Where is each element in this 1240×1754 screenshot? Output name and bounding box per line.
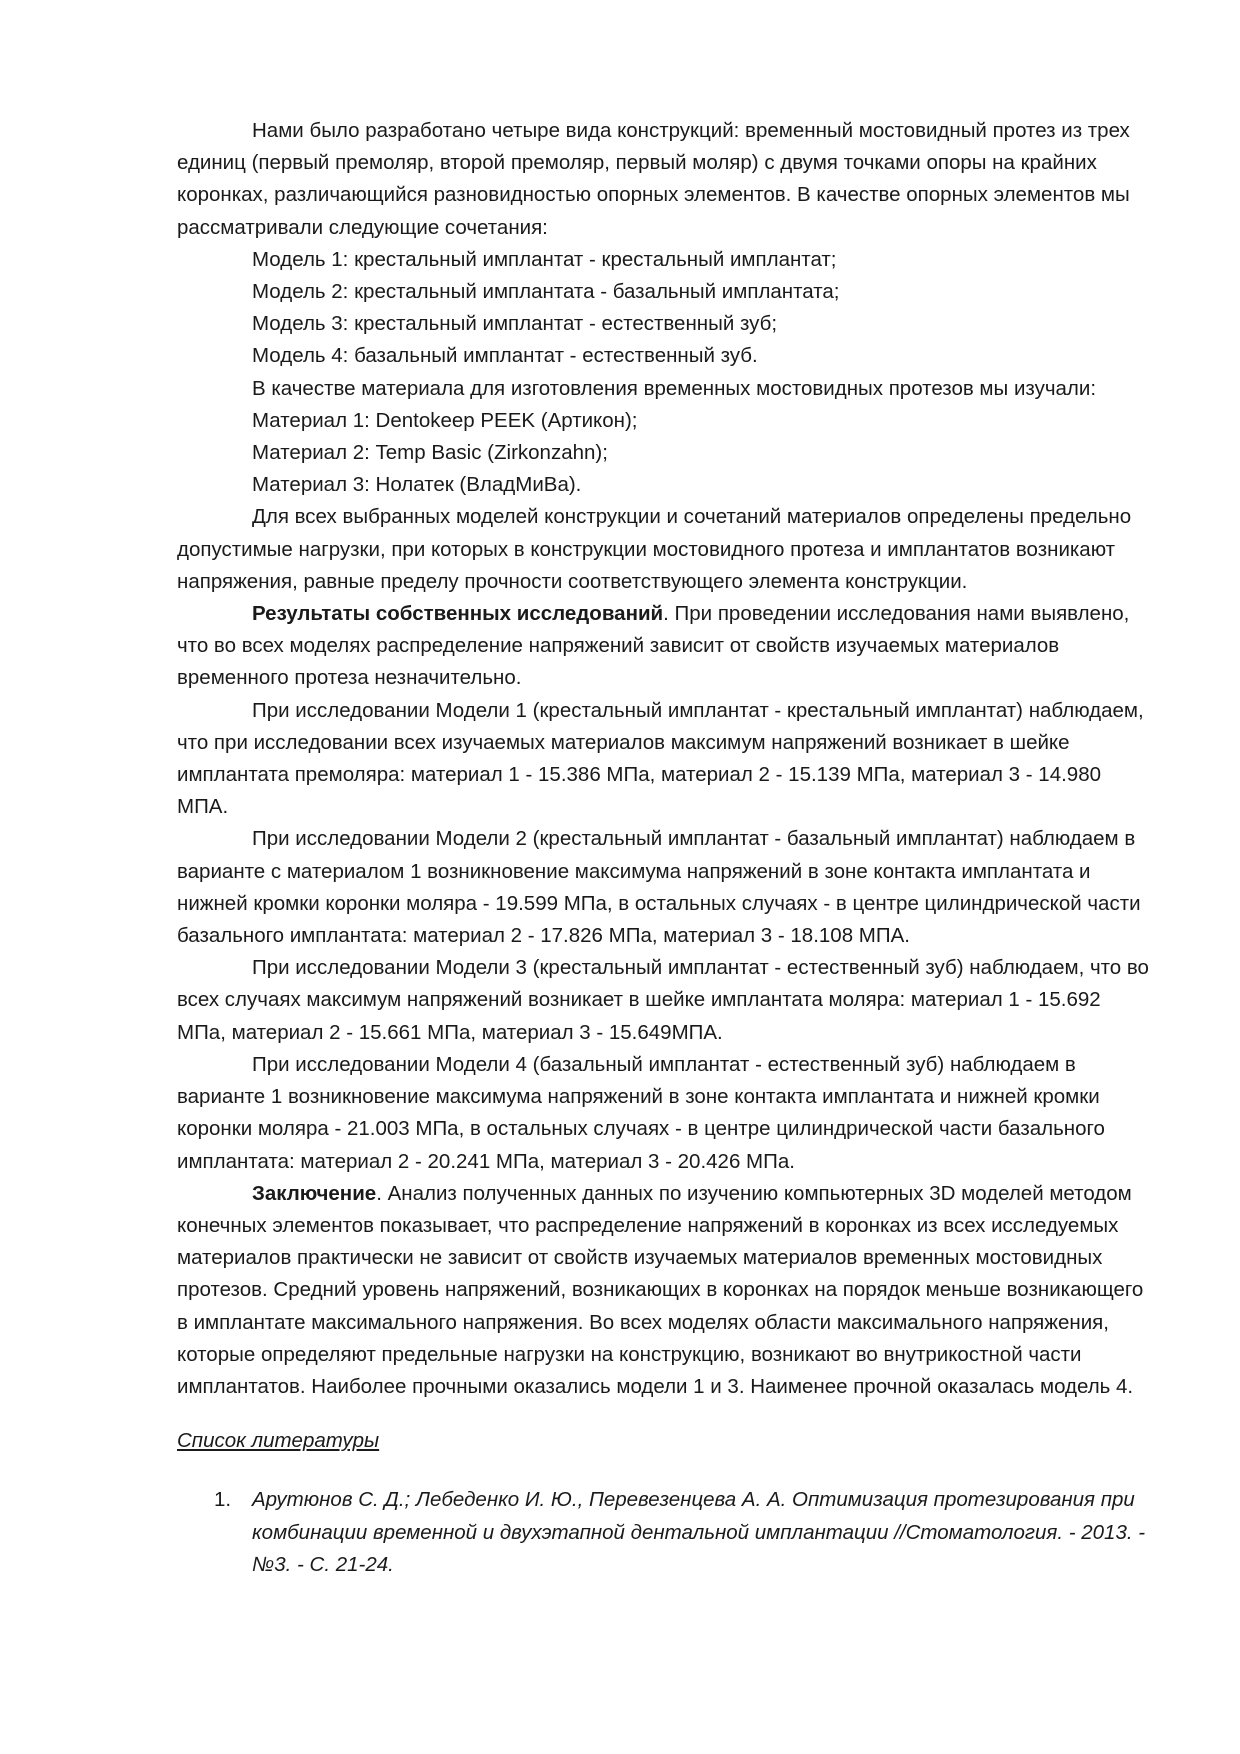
model-1-line: Модель 1: крестальный имплантат - крестальный имплантат; — [252, 247, 837, 271]
model-2-line: Модель 2: крестальный имплантата - базальный имплантата; — [252, 280, 840, 304]
reference-item — [177, 1484, 1152, 1581]
references-heading: Список литературы — [177, 1429, 380, 1453]
reference-number: 1. — [214, 1488, 232, 1512]
model-4-line: Модель 4: базальный имплантат - естественный зуб. — [252, 344, 758, 368]
conclusion-heading: Заключение — [252, 1181, 377, 1205]
references-list — [177, 1484, 1152, 1581]
results-text: . При проведении исследования нами выявлено, что во всех моделях распределение напряжений зависит от свойств изучаемых материалов временного протеза незначительно. — [177, 602, 1130, 690]
materials-intro-line: В качестве материала для изготовления временных мостовидных протезов мы изучали: — [252, 376, 1097, 400]
conclusion-paragraph — [177, 1178, 1152, 1403]
reference-text: Арутюнов С. Д.; Лебеденко И. Ю., Перевезенцева А. А. Оптимизация протезирования при комбинации временной и двухэтапной дентальной имплантации //Стоматология. - 2013. - №3. - С. 21-24. — [252, 1488, 1146, 1576]
document-page — [177, 115, 1152, 1581]
model-2-results-paragraph: При исследовании Модели 2 (крестальный имплантат - базальный имплантат) наблюдаем в варианте с материалом 1 возникновение максимума напряжений в зоне контакта имплантата и нижней кромки коронки моляра - 19.599 МПа, в остальных случаях - в центре цилиндрической части базального имплантата: материал 2 - 17.826 МПа, материал 3 - 18.108 МПА. — [177, 827, 1141, 948]
intro-paragraph: Нами было разработано четыре вида конструкций: временный мостовидный протез из трех единиц (первый премоляр, второй премоляр, первый моляр) с двумя точками опоры на крайних коронках, различающийся разновидностью опорных элементов. В качестве опорных элементов мы рассматривали следующие сочетания: — [177, 119, 1130, 239]
model-3-line: Модель 3: крестальный имплантат - естественный зуб; — [252, 312, 778, 336]
load-limits-paragraph: Для всех выбранных моделей конструкции и сочетаний материалов определены предельно допустимые нагрузки, при которых в конструкции мостовидного протеза и имплантатов возникают напряжения, равные пределу прочности соответствующего элемента конструкции. — [177, 505, 1132, 593]
model-3-results-paragraph: При исследовании Модели 3 (крестальный имплантат - естественный зуб) наблюдаем, что во всех случаях максимум напряжений возникает в шейке имплантата моляра: материал 1 - 15.692 МПа, материал 2 - 15.661 МПа, материал 3 - 15.649МПА. — [177, 956, 1149, 1044]
model-1-results-paragraph: При исследовании Модели 1 (крестальный имплантат - крестальный имплантат) наблюдаем, что при исследовании всех изучаемых материалов максимум напряжений возникает в шейке имплантата премоляра: материал 1 - 15.386 МПа, материал 2 - 15.139 МПа, материал 3 - 14.980 МПА. — [177, 698, 1144, 819]
conclusion-text: . Анализ полученных данных по изучению компьютерных 3D моделей методом конечных элементов показывает, что распределение напряжений в коронках из всех исследуемых материалов практически не зависит от свойств изучаемых материалов временных мостовидных протезов. Средний уровень напряжений, возникающих в коронках на порядок меньше возникающего в имплантате максимального напряжения. Во всех моделях области максимального напряжения, которые определяют предельные нагрузки на конструкцию, возникают во внутрикостной части имплантатов. Наиболее прочными оказались модели 1 и 3. Наименее прочной оказалась модель 4. — [177, 1181, 1144, 1398]
material-3-line: Материал 3: Нолатек (ВладМиВа). — [252, 473, 582, 497]
material-2-line: Материал 2: Temp Basic (Zirkonzahn); — [252, 441, 608, 465]
model-4-results-paragraph: При исследовании Модели 4 (базальный имплантат - естественный зуб) наблюдаем в варианте 1 возникновение максимума напряжений в зоне контакта имплантата и нижней кромки коронки моляра - 21.003 МПа, в остальных случаях - в центре цилиндрической части базального имплантата: материал 2 - 20.241 МПа, материал 3 - 20.426 МПа. — [177, 1052, 1105, 1173]
results-heading: Результаты собственных исследований — [252, 602, 664, 626]
results-paragraph — [177, 598, 1152, 695]
material-1-line: Материал 1: Dentokeep PEEK (Артикон); — [252, 408, 638, 432]
